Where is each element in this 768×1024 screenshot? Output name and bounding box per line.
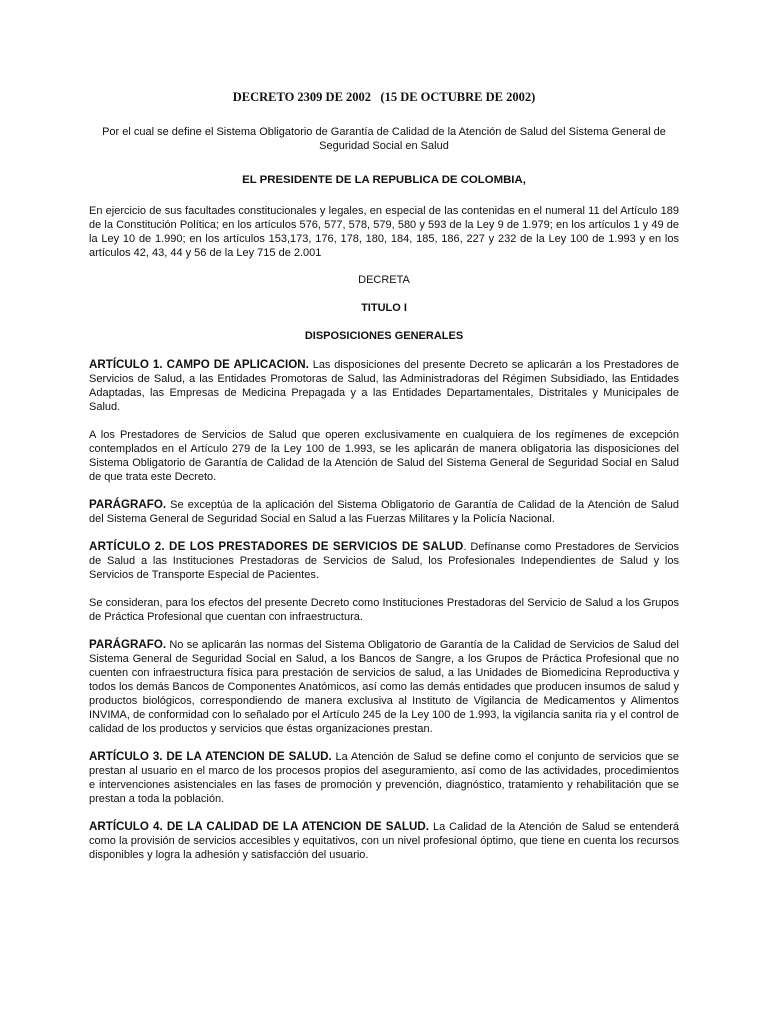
article-3-text: La Atención de Salud se define como el conjunto de servicios que se prestan al usuario en el marco de los procesos propios del aseguramiento, así como de las actividades, procedimientos e intervenciones asistenciales en las fases de promoción y prevención, diagnóstico, tratamiento y rehabilitación que se prestan a toda la población. — [89, 751, 679, 805]
decreta-heading: DECRETA — [358, 274, 410, 286]
president-heading: EL PRESIDENTE DE LA REPUBLICA DE COLOMBIA, — [242, 174, 526, 186]
paragrafo-1-lead: PARÁGRAFO. — [89, 498, 167, 511]
article-1-lead: ARTÍCULO 1. CAMPO DE APLICACION. — [89, 358, 309, 371]
article-3 — [89, 750, 679, 806]
preamble-paragraph: En ejercicio de sus facultades constitucionales y legales, en especial de las contenidas en el numeral 11 del Artículo 189 de la Constitución Política; en los artículos 576, 577, 578, 579, 580 y 593 de la Ley 9 de 1.979; en los artículos 1 y 49 de la Ley 10 de 1.990; en los artículos 153,173, 176, 178, 180, 184, 185, 186, 227 y 232 de la Ley 100 de 1.993 y en los artículos 42, 43, 44 y 56 de la Ley 715 de 2.001 — [89, 205, 679, 259]
paragrafo-2-text: No se aplicarán las normas del Sistema Obligatorio de Garantía de la Calidad de Servicios de Salud del Sistema General de Seguridad Social en Salud, a los Bancos de Sangre, a los Grupos de Práctica Profesional que no cuenten con infraestructura física para prestación de servicios de salud, a las Unidades de Biomedicina Reproductiva y todos los demás Bancos de Componentes Anatómicos, así como las demás entidades que producen insumos de salud y productos biológicos, correspondiendo de manera exclusiva al Instituto de Vigilancia de Medicamentos y Alimentos INVIMA, de conformidad con lo señalado por el Artículo 245 de la Ley 100 de 1.993, la vigilancia sanita ria y el control de calidad de los productos y servicios que éstas organizaciones prestan. — [89, 639, 679, 735]
article-4-lead: ARTÍCULO 4. DE LA CALIDAD DE LA ATENCION DE SALUD. — [89, 820, 429, 833]
decree-title: DECRETO 2309 DE 2002 (15 DE OCTUBRE DE 2002) — [232, 90, 536, 104]
titulo-heading: TITULO I — [361, 302, 407, 314]
article-2-paragraph-2: Se consideran, para los efectos del presente Decreto como Instituciones Prestadoras del Servicio de Salud a los Grupos de Práctica Profesional que cuentan con infraestructura. — [89, 597, 679, 623]
article-2-lead: ARTÍCULO 2. DE LOS PRESTADORES DE SERVICIOS DE SALUD — [89, 540, 464, 553]
disposiciones-heading: DISPOSICIONES GENERALES — [304, 330, 464, 342]
paragrafo-1-text: Se exceptúa de la aplicación del Sistema Obligatorio de Garantía de Calidad de la Atención de Salud del Sistema General de Seguridad Social en Salud a las Fuerzas Militares y la Policía Nacional. — [89, 499, 679, 525]
paragrafo-1 — [89, 498, 679, 526]
decree-subtitle: Por el cual se define el Sistema Obligatorio de Garantía de Calidad de la Atención de Salud del Sistema General de Seguridad Social en Salud — [102, 126, 666, 152]
article-3-lead: ARTÍCULO 3. DE LA ATENCION DE SALUD. — [89, 750, 332, 763]
paragrafo-2 — [89, 638, 679, 736]
article-1-text: Las disposiciones del presente Decreto se aplicarán a los Prestadores de Servicios de Salud, a las Entidades Promotoras de Salud, las Administradoras del Régimen Subsidiado, las Entidades Adaptadas, las Empresas de Medicina Prepagada y a las Entidades Departamentales, Distritales y Municipales de Salud. — [89, 359, 680, 413]
article-2 — [89, 540, 679, 582]
article-4 — [89, 820, 679, 862]
article-4-text: La Calidad de la Atención de Salud se entenderá como la provisión de servicios accesibles y equitativos, con un nivel profesional óptimo, que tiene en cuenta los recursos disponibles y logra la adhesión y satisfacción del usuario. — [89, 821, 679, 861]
paragrafo-2-lead: PARÁGRAFO. — [89, 638, 167, 651]
article-1 — [89, 358, 679, 414]
article-2-text: . Defínanse como Prestadores de Servicios de Salud a las Instituciones Prestadoras de Servicios de Salud, los Profesionales Independientes de Salud y los Servicios de Transporte Especial de Pacientes. — [89, 541, 679, 581]
article-1-paragraph-2: A los Prestadores de Servicios de Salud que operen exclusivamente en cualquiera de los regímenes de excepción contemplados en el Artículo 279 de la Ley 100 de 1.993, se les aplicarán de manera obligatoria las disposiciones del Sistema Obligatorio de Garantía de Calidad de la Atención de Salud del Sistema General de Seguridad Social en Salud de que trata este Decreto. — [89, 429, 679, 483]
